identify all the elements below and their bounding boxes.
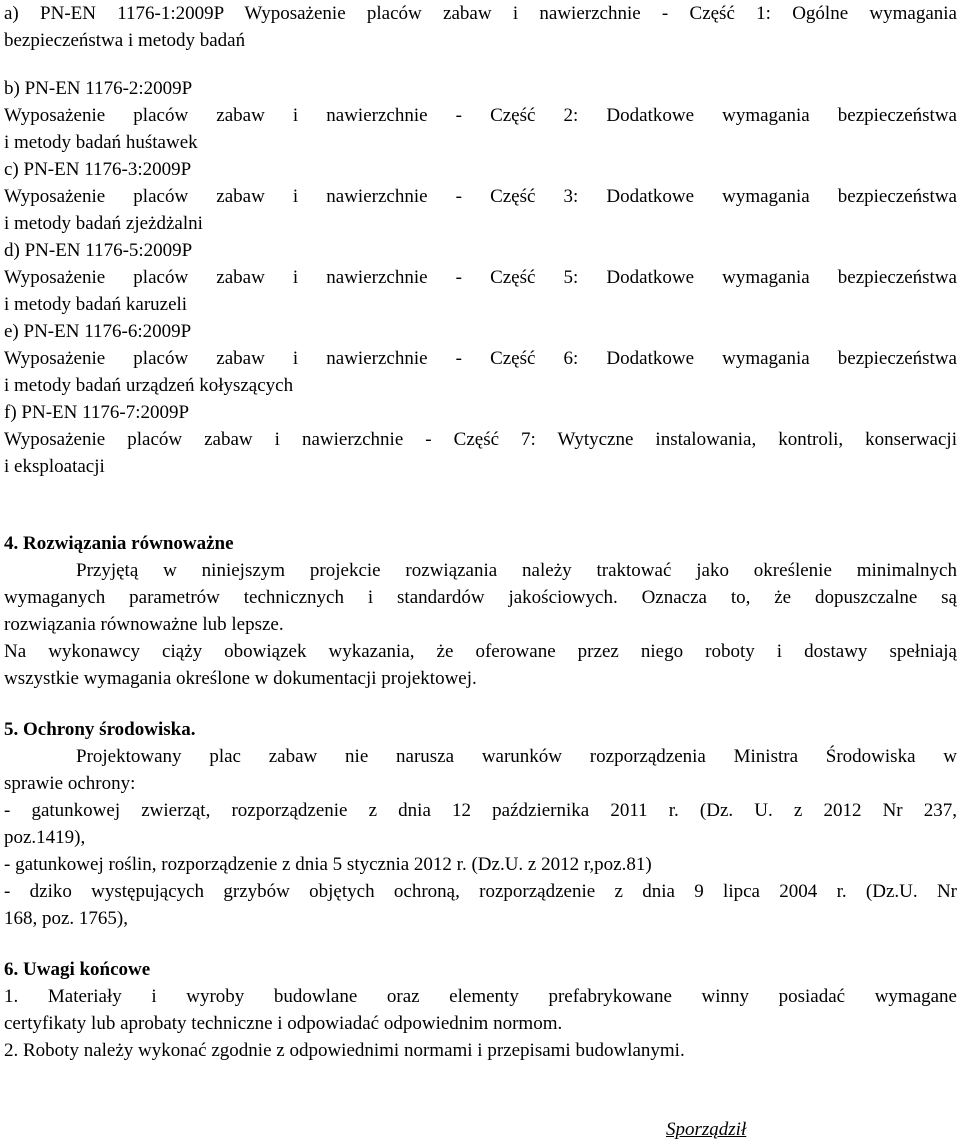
section-5-item2: - gatunkowej roślin, rozporządzenie z dnia 5 stycznia 2012 r. (Dz.U. z 2012 r,poz.81) <box>4 854 652 875</box>
standard-c-line2: i metody badań zjeżdżalni <box>4 213 203 234</box>
standard-c-code: c) PN-EN 1176-3:2009P <box>4 159 192 180</box>
standard-b-line1: Wyposażenie placów zabaw i nawierzchnie - Część 2: Dodatkowe wymagania bezpieczeństwa <box>4 105 957 126</box>
section-4-p1-line2: wymaganych parametrów technicznych i standardów jakościowych. Oznacza to, że dopuszczalne są <box>4 587 957 608</box>
standard-b-line2: i metody badań huśtawek <box>4 132 198 153</box>
signature-label: Sporządził <box>666 1119 747 1140</box>
standard-d-line2: i metody badań karuzeli <box>4 294 188 315</box>
standard-a-line1: a) PN-EN 1176-1:2009P Wyposażenie placów zabaw i nawierzchnie - Część 1: Ogólne wymagania <box>4 3 957 24</box>
section-4-p2-line1: Na wykonawcy ciąży obowiązek wykazania, że oferowane przez niego roboty i dostawy spełniają <box>4 641 957 662</box>
standard-d-code: d) PN-EN 1176-5:2009P <box>4 240 193 261</box>
standard-f-line2: i eksploatacji <box>4 456 105 477</box>
section-5-p1-line2: sprawie ochrony: <box>4 773 136 794</box>
section-6-item2: 2. Roboty należy wykonać zgodnie z odpowiednimi normami i przepisami budowlanymi. <box>4 1040 685 1061</box>
standard-e-code: e) PN-EN 1176-6:2009P <box>4 321 192 342</box>
standard-f-code: f) PN-EN 1176-7:2009P <box>4 402 190 423</box>
standard-d-line1: Wyposażenie placów zabaw i nawierzchnie - Część 5: Dodatkowe wymagania bezpieczeństwa <box>4 267 957 288</box>
section-5-item3-line1: - dziko występujących grzybów objętych ochroną, rozporządzenie z dnia 9 lipca 2004 r. (Dz.U. Nr <box>4 881 957 902</box>
section-6-item1-line2: certyfikaty lub aprobaty techniczne i odpowiadać odpowiednim normom. <box>4 1013 563 1034</box>
standard-b-code: b) PN-EN 1176-2:2009P <box>4 78 193 99</box>
section-5-item1-line2: poz.1419), <box>4 827 86 848</box>
standard-e-line1: Wyposażenie placów zabaw i nawierzchnie - Część 6: Dodatkowe wymagania bezpieczeństwa <box>4 348 957 369</box>
standard-e-line2: i metody badań urządzeń kołyszących <box>4 375 294 396</box>
section-4-heading: 4. Rozwiązania równoważne <box>4 533 234 554</box>
section-4-p1-line1: Przyjętą w niniejszym projekcie rozwiązania należy traktować jako określenie minimalnych <box>76 560 957 581</box>
standard-c-line1: Wyposażenie placów zabaw i nawierzchnie - Część 3: Dodatkowe wymagania bezpieczeństwa <box>4 186 957 207</box>
section-6-heading: 6. Uwagi końcowe <box>4 959 151 980</box>
section-5-p1-line1: Projektowany plac zabaw nie narusza warunków rozporządzenia Ministra Środowiska w <box>76 746 957 767</box>
section-5-heading: 5. Ochrony środowiska. <box>4 719 196 740</box>
section-4-p1-line3: rozwiązania równoważne lub lepsze. <box>4 614 284 635</box>
section-5-item3-line2: 168, poz. 1765), <box>4 908 129 929</box>
section-4-p2-line2: wszystkie wymagania określone w dokumentacji projektowej. <box>4 668 477 689</box>
section-5-item1-line1: - gatunkowej zwierząt, rozporządzenie z dnia 12 października 2011 r. (Dz. U. z 2012 Nr 237, <box>4 800 957 821</box>
standard-f-line1: Wyposażenie placów zabaw i nawierzchnie - Część 7: Wytyczne instalowania, kontroli, konserwacji <box>4 429 957 450</box>
standard-a-line2: bezpieczeństwa i metody badań <box>4 30 246 51</box>
section-6-item1-line1: 1. Materiały i wyroby budowlane oraz elementy prefabrykowane winny posiadać wymagane <box>4 986 957 1007</box>
